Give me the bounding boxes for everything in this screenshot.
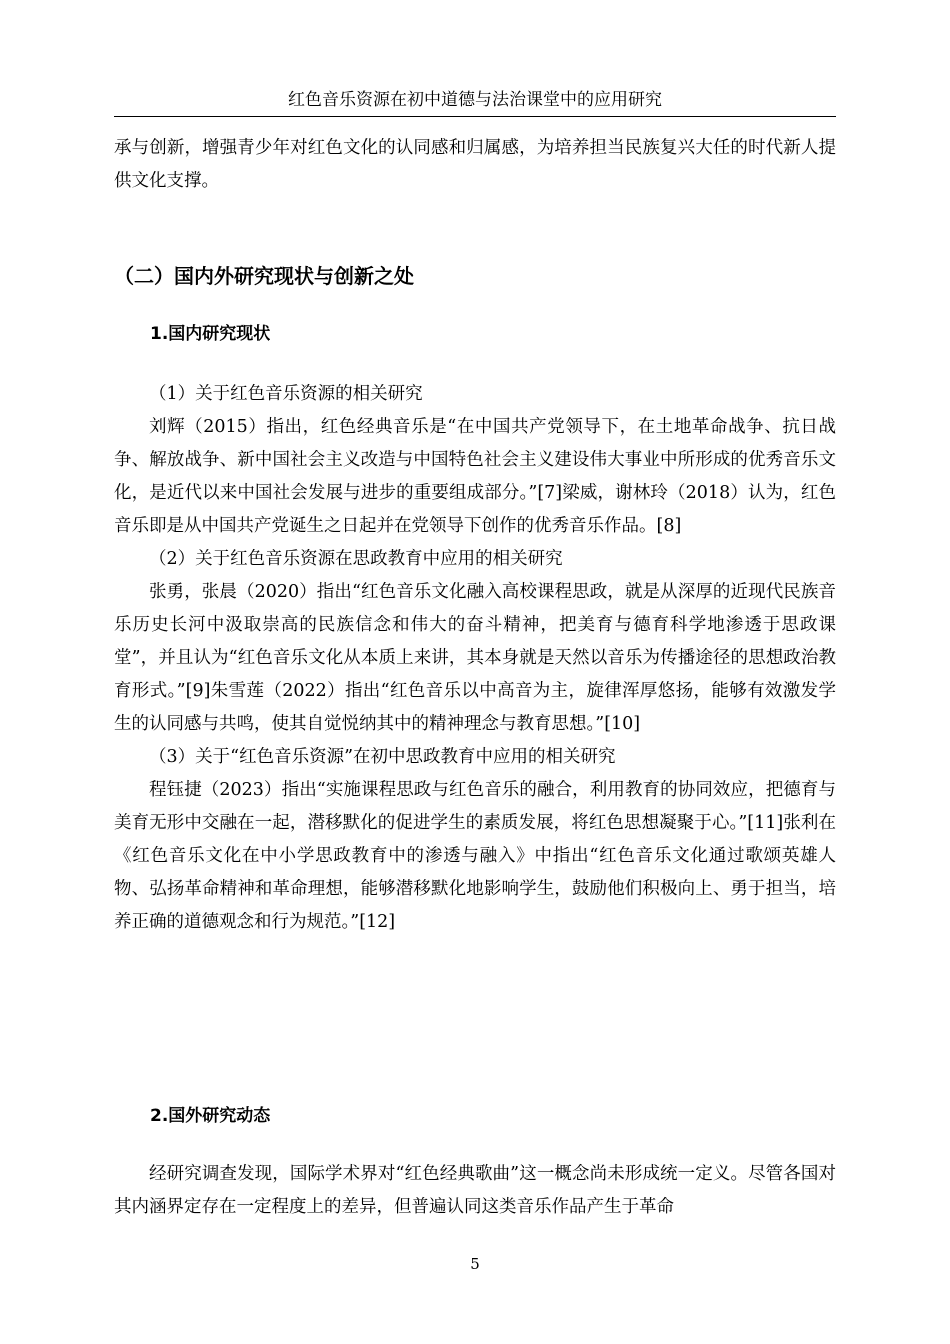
item-paragraph-3: 程钰捷（2023）指出“实施课程思政与红色音乐的融合，利用教育的协同效应，把德育与美育无形中交融在一起，潜移默化的促进学生的素质发展，将红色思想凝聚于心。”[11]张利在《红色音乐文化在中小学思政教育中的渗透与融入》中指出“红色音乐文化通过歌颂英雄人物、弘扬革命精神和革命理想，能够潜移默化地影响学生，鼓励他们积极向上、勇于担当，培养正确的道德观念和行为规范。”[12] bbox=[114, 780, 836, 932]
subsection-title-foreign: 2.国外研究动态 bbox=[150, 1106, 271, 1126]
continuation-paragraph: 承与创新，增强青少年对红色文化的认同感和归属感，为培养担当民族复兴大任的时代新人提供文化支撑。 bbox=[114, 138, 836, 191]
foreign-research-block bbox=[114, 1158, 836, 1224]
domestic-research-block bbox=[114, 378, 836, 939]
item-heading-3: （3）关于“红色音乐资源”在初中思政教育中应用的相关研究 bbox=[149, 747, 616, 767]
intro-block bbox=[114, 132, 836, 198]
section-title: （二）国内外研究现状与创新之处 bbox=[114, 264, 414, 288]
subsection-title-domestic: 1.国内研究现状 bbox=[150, 324, 271, 344]
running-header: 红色音乐资源在初中道德与法治课堂中的应用研究 bbox=[114, 88, 836, 117]
foreign-paragraph: 经研究调查发现，国际学术界对“红色经典歌曲”这一概念尚未形成统一定义。尽管各国对其内涵界定存在一定程度上的差异，但普遍认同这类音乐作品产生于革命 bbox=[114, 1164, 836, 1217]
item-paragraph-1: 刘辉（2015）指出，红色经典音乐是“在中国共产党领导下，在土地革命战争、抗日战争、解放战争、新中国社会主义改造与中国特色社会主义建设伟大事业中所形成的优秀音乐文化，是近代以来中国社会发展与进步的重要组成部分。”[7]梁威，谢林玲（2018）认为，红色音乐即是从中国共产党诞生之日起并在党领导下创作的优秀音乐作品。[8] bbox=[114, 417, 836, 536]
item-heading-1: （1）关于红色音乐资源的相关研究 bbox=[149, 384, 423, 404]
page-number: 5 bbox=[470, 1255, 480, 1273]
item-paragraph-2: 张勇，张晨（2020）指出“红色音乐文化融入高校课程思政，就是从深厚的近现代民族音乐历史长河中汲取崇高的民族信念和伟大的奋斗精神，把美育与德育科学地渗透于思政课堂”，并且认为“红色音乐文化从本质上来讲，其本身就是天然以音乐为传播途径的思想政治教育形式。”[9]朱雪莲（2022）指出“红色音乐以中高音为主，旋律浑厚悠扬，能够有效激发学生的认同感与共鸣，使其自觉悦纳其中的精神理念与教育思想。”[10] bbox=[114, 582, 836, 734]
item-heading-2: （2）关于红色音乐资源在思政教育中应用的相关研究 bbox=[149, 549, 563, 569]
